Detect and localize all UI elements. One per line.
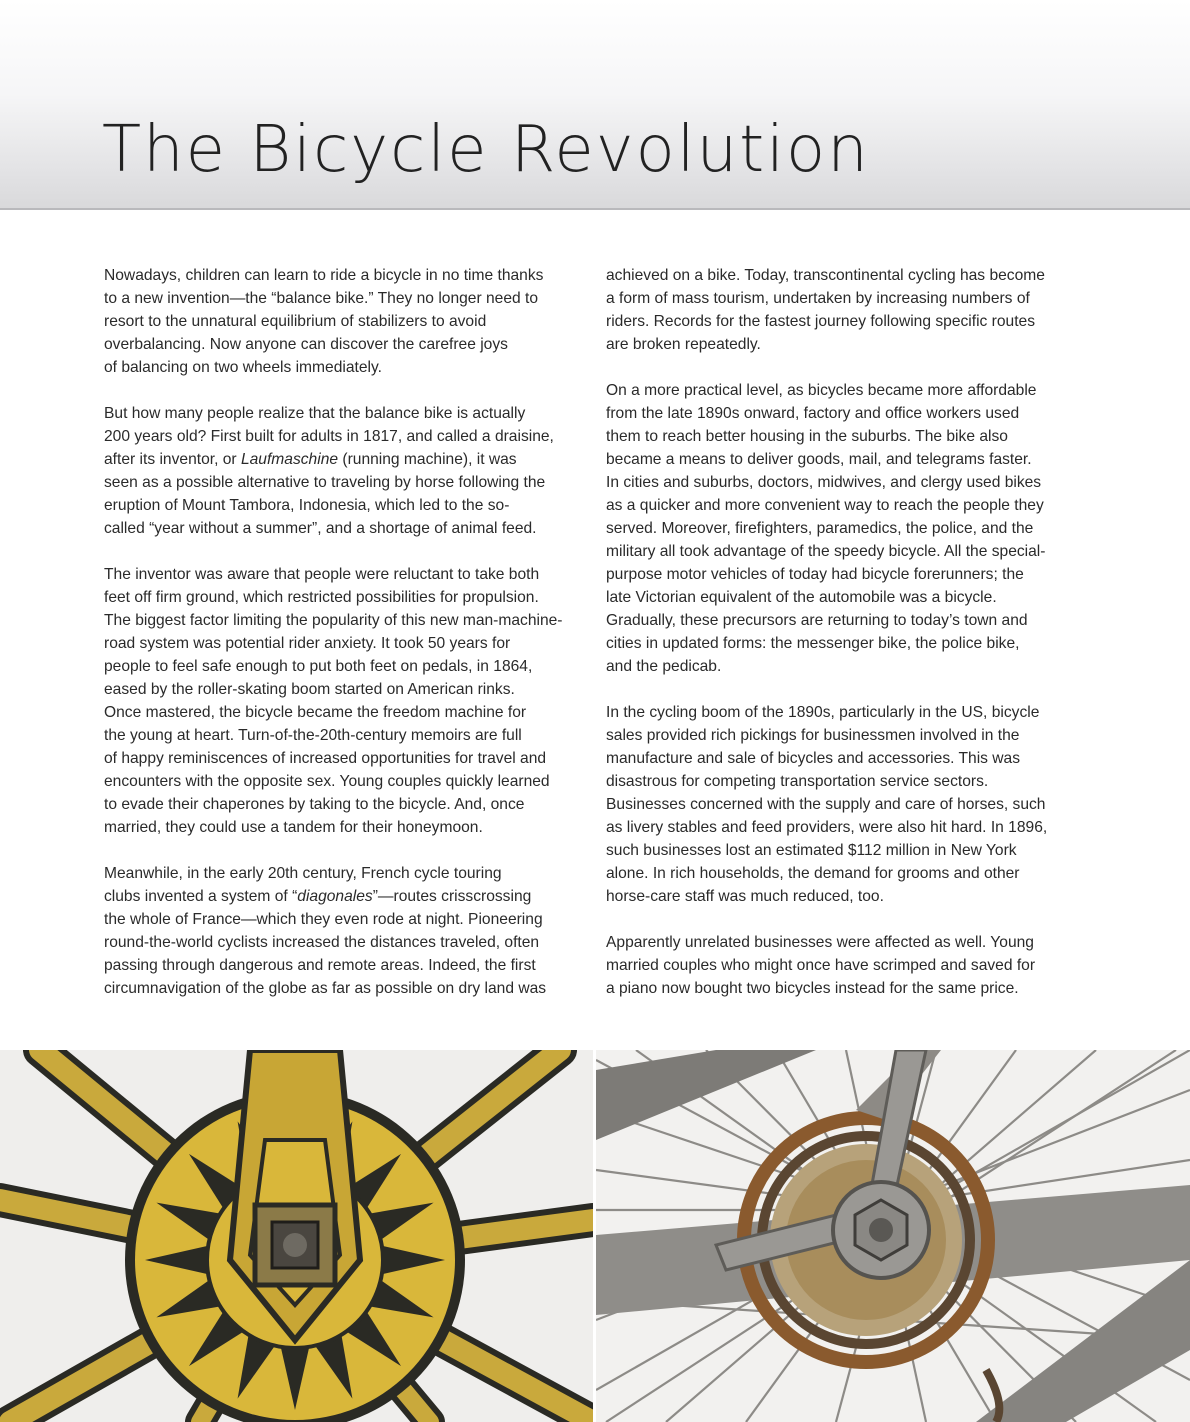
text-line: them to reach better housing in the suburbs. The bike also [606, 428, 1008, 445]
text-line: served. Moreover, firefighters, paramedics, the police, and the [606, 520, 1034, 537]
text-line: to evade their chaperones by taking to the bicycle. And, once [104, 796, 525, 813]
text-line: military all took advantage of the speedy bicycle. All the special- [606, 543, 1046, 560]
right-column [606, 264, 1090, 1023]
text-line: manufacture and sale of bicycles and accessories. This was [606, 750, 1021, 767]
text-line: encounters with the opposite sex. Young couples quickly learned [104, 773, 550, 790]
text-line: and the pedicab. [606, 658, 722, 675]
text-line: married, they could use a tandem for their honeymoon. [104, 819, 483, 836]
paragraph [606, 701, 1090, 908]
text-line: road system was potential rider anxiety. It took 50 years for [104, 635, 511, 652]
wooden-wheel-hub-image [0, 1050, 593, 1422]
text-line: seen as a possible alternative to traveling by horse following the [104, 474, 546, 491]
text-line: On a more practical level, as bicycles became more affordable [606, 382, 1037, 399]
text-line: the young at heart. Turn-of-the-20th-century memoirs are full [104, 727, 522, 744]
paragraph [606, 379, 1090, 678]
text-line: overbalancing. Now anyone can discover the carefree joys [104, 336, 508, 353]
paragraph [606, 931, 1090, 1000]
text-line: ”—routes crisscrossing [372, 888, 532, 905]
text-line: people to feel safe enough to put both feet on pedals, in 1864, [104, 658, 533, 675]
text-line: of balancing on two wheels immediately. [104, 359, 382, 376]
text-line: In cities and suburbs, doctors, midwives, and clergy used bikes [606, 474, 1042, 491]
text-line: as a quicker and more convenient way to reach the people they [606, 497, 1044, 514]
text-line: resort to the unnatural equilibrium of stabilizers to avoid [104, 313, 487, 330]
text-line: married couples who might once have scrimped and saved for [606, 957, 1036, 974]
text-line: 200 years old? First built for adults in 1817, and called a draisine, [104, 428, 554, 445]
text-line: Nowadays, children can learn to ride a bicycle in no time thanks [104, 267, 544, 284]
text-line: Once mastered, the bicycle became the freedom machine for [104, 704, 527, 721]
text-line: disastrous for competing transportation service sectors. [606, 773, 989, 790]
text-line: Gradually, these precursors are returning to today’s town and [606, 612, 1028, 629]
wooden-wheel-hub-photo [0, 1050, 593, 1422]
text-line: as livery stables and feed providers, were also hit hard. In 1896, [606, 819, 1048, 836]
metal-wheel-hub-photo [596, 1050, 1190, 1422]
text-line: Meanwhile, in the early 20th century, French cycle touring [104, 865, 502, 882]
italic-term: diagonales [297, 888, 373, 905]
text-line: In the cycling boom of the 1890s, particularly in the US, bicycle [606, 704, 1040, 721]
text-line: are broken repeatedly. [606, 336, 761, 353]
text-line: eased by the roller-skating boom started on American rinks. [104, 681, 515, 698]
text-line: feet off firm ground, which restricted possibilities for propulsion. [104, 589, 539, 606]
text-line: Apparently unrelated businesses were affected as well. Young [606, 934, 1034, 951]
text-line: achieved on a bike. Today, transcontinental cycling has become [606, 267, 1045, 284]
text-line: after its inventor, or [104, 451, 241, 468]
text-line: round-the-world cyclists increased the distances traveled, often [104, 934, 540, 951]
text-line: of happy reminiscences of increased opportunities for travel and [104, 750, 547, 767]
text-line: riders. Records for the fastest journey following specific routes [606, 313, 1036, 330]
page-title: The Bicycle Revolution [102, 113, 870, 187]
text-line: eruption of Mount Tambora, Indonesia, which led to the so- [104, 497, 510, 514]
left-column [104, 264, 590, 1023]
paragraph [104, 264, 590, 379]
text-line: a form of mass tourism, undertaken by increasing numbers of [606, 290, 1030, 307]
text-line: to a new invention—the “balance bike.” They no longer need to [104, 290, 539, 307]
text-line: purpose motor vehicles of today had bicycle forerunners; the [606, 566, 1024, 583]
text-line: late Victorian equivalent of the automobile was a bicycle. [606, 589, 997, 606]
paragraph [104, 862, 590, 1000]
text-line: such businesses lost an estimated $112 million in New York [606, 842, 1017, 859]
text-line: the whole of France—which they even rode at night. Pioneering [104, 911, 543, 928]
italic-term: Laufmaschine [240, 451, 339, 468]
text-line: from the late 1890s onward, factory and office workers used [606, 405, 1020, 422]
text-line: alone. In rich households, the demand for grooms and other [606, 865, 1020, 882]
text-line: The biggest factor limiting the popularity of this new man-machine- [104, 612, 563, 629]
paragraph [606, 264, 1090, 356]
text-line: became a means to deliver goods, mail, and telegrams faster. [606, 451, 1032, 468]
metal-wheel-hub-image [596, 1050, 1190, 1422]
text-line: passing through dangerous and remote areas. Indeed, the first [104, 957, 536, 974]
text-line: (running machine), it was [342, 451, 517, 468]
text-line: horse-care staff was much reduced, too. [606, 888, 884, 905]
text-line: cities in updated forms: the messenger bike, the police bike, [606, 635, 1020, 652]
text-line: Businesses concerned with the supply and care of horses, such [606, 796, 1046, 813]
page-header [0, 0, 1190, 210]
paragraph [104, 402, 590, 540]
text-line: But how many people realize that the balance bike is actually [104, 405, 526, 422]
text-line: a piano now bought two bicycles instead for the same price. [606, 980, 1019, 997]
text-line: called “year without a summer”, and a shortage of animal feed. [104, 520, 537, 537]
paragraph [104, 563, 590, 839]
text-line: clubs invented a system of “ [104, 888, 298, 905]
text-line: sales provided rich pickings for businessmen involved in the [606, 727, 1020, 744]
text-line: circumnavigation of the globe as far as possible on dry land was [104, 980, 547, 997]
text-line: The inventor was aware that people were reluctant to take both [104, 566, 540, 583]
